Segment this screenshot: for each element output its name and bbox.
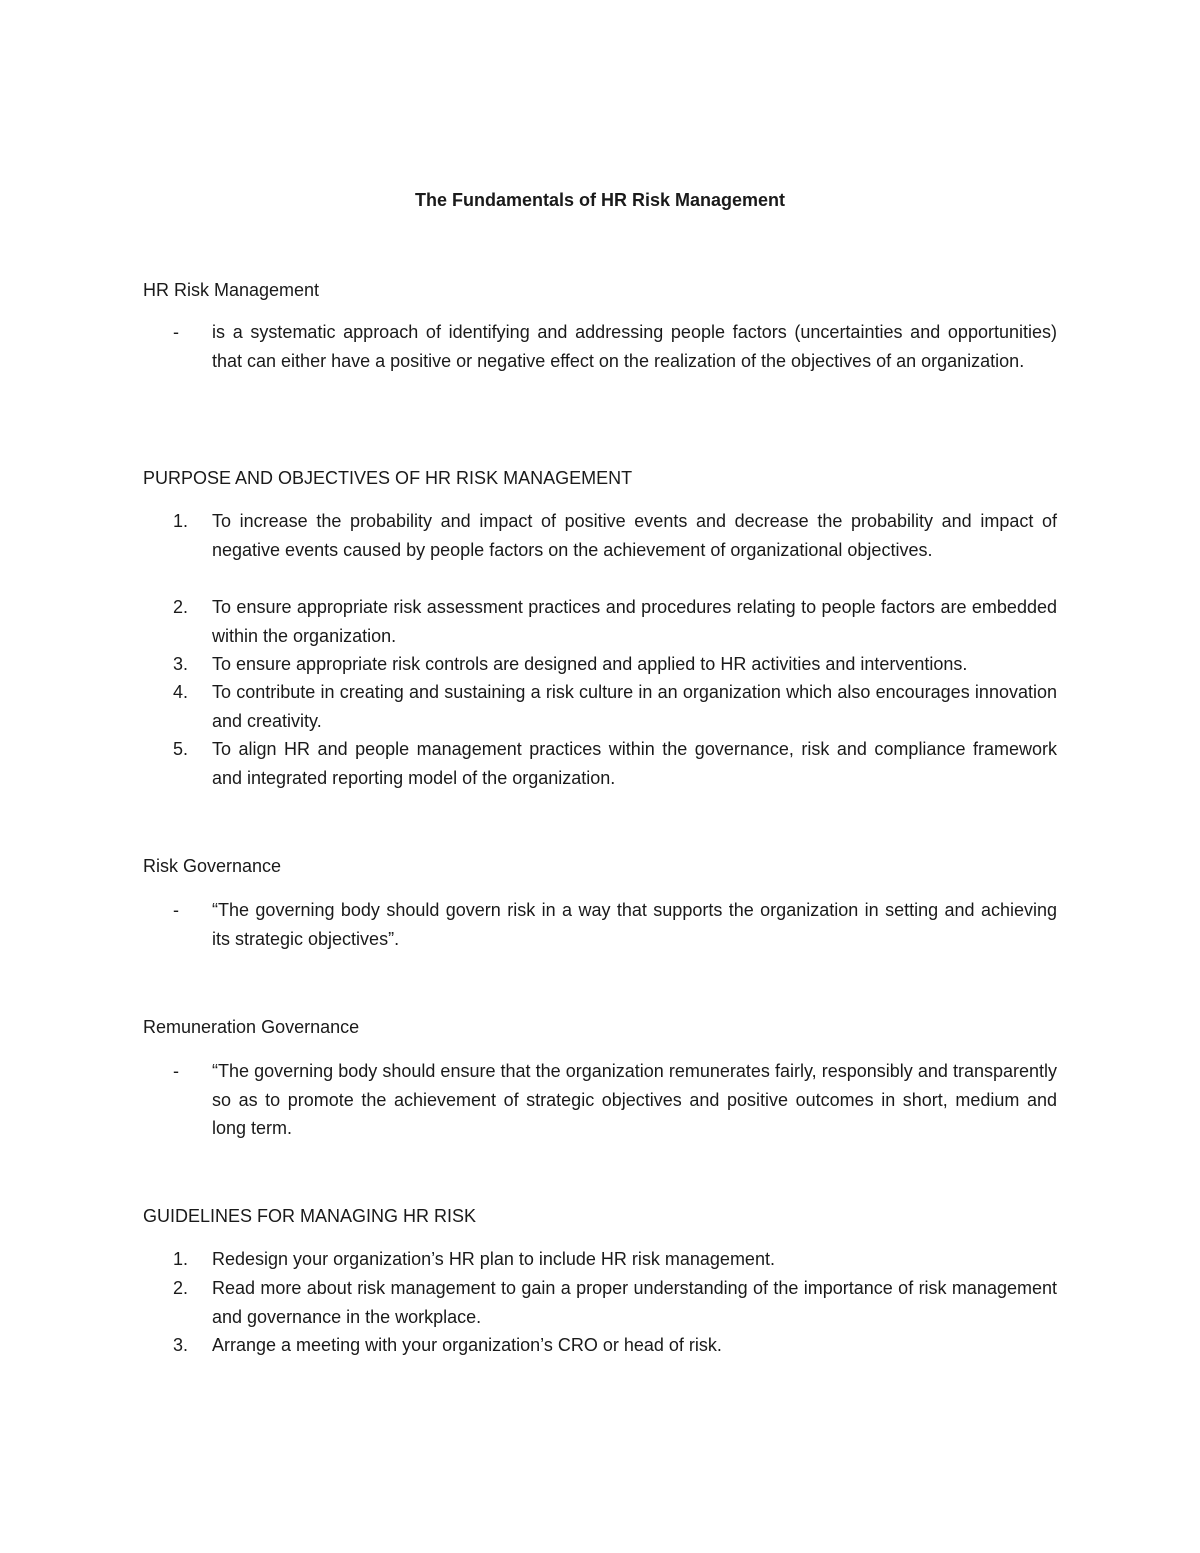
list-number: 1. [173,511,189,531]
dash-bullet: - [173,900,179,920]
list-number: 4. [173,682,189,702]
quote-text: “The governing body should govern risk in a way that supports the organization in setting and achieving its strategic objectives”. [212,900,1057,949]
list-number: 5. [173,739,189,759]
dash-bullet: - [173,322,179,342]
heading-guidelines: GUIDELINES FOR MANAGING HR RISK [143,1206,477,1226]
dash-bullet: - [173,1061,179,1081]
list-number: 3. [173,1335,189,1355]
list-item-text: To ensure appropriate risk controls are designed and applied to HR activities and interventions. [212,654,968,674]
document-title: The Fundamentals of HR Risk Management [414,190,786,210]
list-number: 2. [173,1278,189,1298]
list-number: 2. [173,597,189,617]
list-item-text: To increase the probability and impact of positive events and decrease the probability and impact of negative events caused by people factors on the achievement of organizational objectives. [212,511,1057,560]
list-item-text: Redesign your organization’s HR plan to include HR risk management. [212,1249,775,1269]
heading-hr-risk-management: HR Risk Management [143,280,320,300]
heading-remuneration-governance: Remuneration Governance [143,1017,360,1037]
heading-risk-governance: Risk Governance [143,856,282,876]
list-number: 1. [173,1249,189,1269]
list-item-text: Arrange a meeting with your organization’s CRO or head of risk. [212,1335,722,1355]
quote-text: “The governing body should ensure that the organization remunerates fairly, responsibly and transparently so as to promote the achievement of strategic objectives and positive outcomes in short, medium and long term. [212,1061,1057,1138]
list-number: 3. [173,654,189,674]
list-item-text: Read more about risk management to gain a proper understanding of the importance of risk management and governance in the workplace. [212,1278,1057,1327]
definition-text: is a systematic approach of identifying and addressing people factors (uncertainties and opportunities) that can either have a positive or negative effect on the realization of the objectives of an organization. [212,322,1057,371]
list-item-text: To ensure appropriate risk assessment practices and procedures relating to people factors are embedded within the organization. [212,597,1057,646]
list-item-text: To align HR and people management practices within the governance, risk and compliance framework and integrated reporting model of the organization. [212,739,1057,788]
heading-purpose-objectives: PURPOSE AND OBJECTIVES OF HR RISK MANAGEMENT [143,468,633,488]
list-item-text: To contribute in creating and sustaining a risk culture in an organization which also encourages innovation and creativity. [212,682,1057,731]
